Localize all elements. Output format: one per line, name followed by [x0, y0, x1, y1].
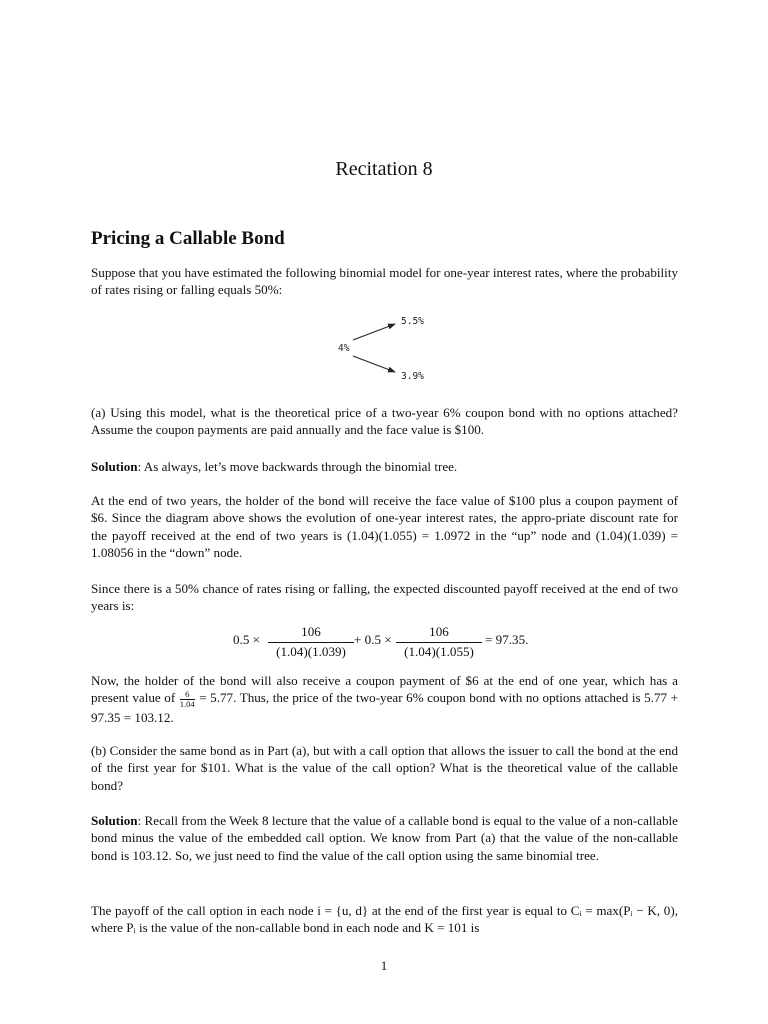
part-b-question: (b) Consider the same bond as in Part (a), but with a call option that allows the issuer to call the bond at the end of the first year for $101. What is the value of the call option? What is the theoretical value of the callable bond? [91, 743, 678, 793]
eq-denominator-2: (1.04)(1.055) [404, 644, 474, 659]
call-payoff-paragraph [91, 902, 678, 937]
eq-fraction-2 [396, 624, 482, 660]
up-arrow [353, 324, 395, 340]
solution-b-paragraph [91, 812, 678, 864]
page-number: 1 [380, 958, 388, 973]
part-a-question: (a) Using this model, what is the theoretical price of a two-year 6% coupon bond with no options attached? Assume the coupon payments are paid annually and the face value is $100. [91, 405, 678, 438]
down-arrow [353, 356, 395, 372]
solution-b-text: : Recall from the Week 8 lecture that the value of a callable bond is equal to the value of a non-callable bond minus the value of the embedded call option. We know from Part (a) that the value of the non-callable bond is 103.12. So, we just need to find the value of the call option using the same binomial tree. [91, 813, 678, 863]
expected-payoff-paragraph: Since there is a 50% chance of rates rising or falling, the expected discounted payoff received at the end of two years is: [91, 581, 678, 614]
two-year-payoff-paragraph: At the end of two years, the holder of the bond will receive the face value of $100 plus a coupon payment of $6. Since the diagram above shows the evolution of one-year interest rates, the appro-priate discount rate for the payoff received at the end of two years is (1.04)(1.055) = 1.0972 in the “up” node and (1.04)(1.039) = 1.08056 in the “down” node. [91, 493, 678, 561]
coupon-fraction-numerator: 6 [180, 690, 195, 700]
eq-numerator-1: 106 [301, 624, 321, 639]
solution-a-intro [91, 458, 678, 475]
tree-down-rate: 3.9% [401, 371, 424, 382]
call-payoff-line-2: Cᵢ = max(Pᵢ − K, 0), where Pᵢ is the value of the non-callable bond in each node and K = 101 is [91, 903, 678, 936]
solution-label: Solution [91, 459, 138, 474]
eq-coefficient-1: 0.5 × [233, 632, 261, 647]
tree-root-rate: 4% [338, 343, 350, 354]
binomial-tree-diagram [335, 312, 435, 390]
eq-denominator-1: (1.04)(1.039) [276, 644, 346, 659]
eq-result: = 97.35. [485, 632, 529, 647]
call-payoff-line-1: The payoff of the call option in each node i = {u, d} at the end of the first year is equal to [91, 903, 568, 918]
section-title: Pricing a Callable Bond [91, 228, 285, 249]
tree-up-rate: 5.5% [401, 316, 424, 327]
coupon-text-part-2: = 5.77. Thus, the price of the two-year 6% coupon bond with no options attached is 5.77 + 97.35 = 103.12. [91, 690, 679, 725]
solution-a-text: : As always, let’s move backwards through the binomial tree. [137, 459, 458, 474]
coupon-present-value-paragraph [91, 672, 678, 726]
eq-coefficient-2: + 0.5 × [354, 632, 392, 647]
intro-paragraph: Suppose that you have estimated the following binomial model for one-year interest rates, where the probability of rates rising or falling equals 50%: [91, 265, 678, 298]
page-title: Recitation 8 [335, 158, 433, 180]
coupon-fraction-denominator: 1.04 [179, 698, 195, 709]
eq-fraction-1 [268, 624, 354, 660]
coupon-text-part-1: Now, the holder of the bond will also receive a coupon payment of $6 at the end of one year, which has a present value of [91, 673, 678, 706]
coupon-fraction [180, 690, 195, 709]
solution-b-label: Solution [91, 813, 138, 828]
eq-numerator-2: 106 [429, 624, 449, 639]
